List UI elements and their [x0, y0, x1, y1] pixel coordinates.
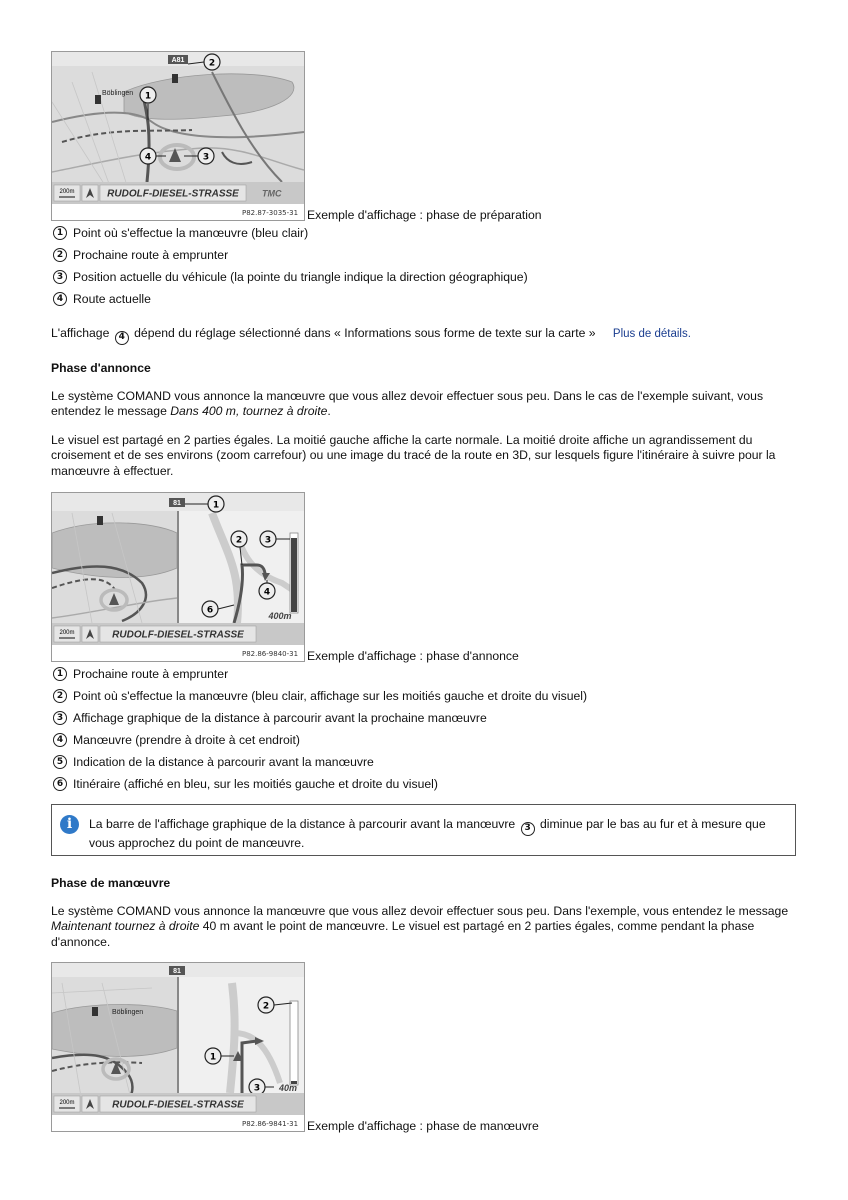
- more-details-link[interactable]: Plus de détails.: [612, 328, 691, 340]
- map-annonce: [52, 493, 304, 661]
- map-figure-manoeuvre: [51, 962, 305, 1132]
- section-heading-annonce: Phase d'annonce: [51, 361, 151, 375]
- callout-number: 6: [53, 777, 67, 791]
- list-item-text: Prochaine route à emprunter: [73, 667, 229, 681]
- info-icon: i: [60, 815, 79, 834]
- list-item: [53, 775, 438, 793]
- text: L'affichage: [51, 326, 110, 340]
- list-item-text: Itinéraire (affiché en bleu, sur les moitiés gauche et droite du visuel): [73, 777, 438, 791]
- list-item: [53, 753, 374, 771]
- info-note: [51, 804, 796, 856]
- list-item: [53, 224, 308, 242]
- tmc-logo: TMC: [262, 188, 282, 199]
- map-manoeuvre: [52, 963, 304, 1131]
- callout-number: 1: [53, 667, 67, 681]
- list-item: [53, 731, 300, 749]
- callout-number: 3: [53, 711, 67, 725]
- list-item-text: Indication de la distance à parcourir avant la manœuvre: [73, 755, 374, 769]
- svg-text:3: 3: [253, 1083, 261, 1094]
- list-item-text: Point où s'effectue la manœuvre (bleu clair, affichage sur les moitiés gauche et droite du visuel): [73, 689, 588, 703]
- figure-caption: Exemple d'affichage : phase de préparation: [307, 208, 542, 222]
- callout-number: 3: [521, 822, 535, 836]
- road-sign: 81: [173, 968, 181, 975]
- map-preparation: [52, 52, 304, 220]
- svg-text:1: 1: [209, 1052, 217, 1063]
- road-sign: A81: [171, 57, 185, 64]
- svg-text:3: 3: [264, 535, 272, 546]
- street-name: RUDOLF-DIESEL-STRASSE: [112, 1099, 244, 1111]
- callout-number: 5: [53, 755, 67, 769]
- list-item-text: Point où s'effectue la manœuvre (bleu clair): [73, 226, 309, 240]
- list-item: [53, 290, 151, 308]
- svg-text:4: 4: [263, 587, 271, 598]
- scale-label: 200m: [59, 1100, 75, 1106]
- city-label: Böblingen: [112, 1009, 144, 1016]
- road-sign: 81: [173, 500, 181, 507]
- list-item-text: Affichage graphique de la distance à parcourir avant la prochaine manœuvre: [73, 711, 487, 725]
- paragraph: Le visuel est partagé en 2 parties égales. La moitié gauche affiche la carte normale. La moitié droite affiche un agrandissement du croisement et de ses environs (zoom carrefour) ou une image du tracé de la route en 3D, sur lesquels figure l'itinéraire à suivre pour la manœuvre à effectuer.: [51, 433, 776, 478]
- figure-code: P82.87-3035-31: [242, 209, 299, 217]
- list-item: [53, 268, 528, 286]
- list-item: [53, 246, 228, 264]
- scale-label: 200m: [59, 189, 75, 195]
- callout-number: 3: [53, 270, 67, 284]
- svg-text:2: 2: [235, 535, 243, 546]
- svg-text:3: 3: [202, 152, 210, 163]
- distance-label: 400m: [268, 611, 292, 621]
- svg-text:6: 6: [206, 605, 214, 616]
- paragraph: Le système COMAND vous annonce la manœuvre que vous allez devoir effectuer sous peu. Dans l'exemple, vous entendez le message Maintenant tournez à droite 40 m avant le point de manœuvre. Le visuel est partagé en 2 parties égales, comme pendant la phase d'annonce.: [51, 904, 789, 949]
- figure-code: P82.86-9841-31: [242, 1120, 299, 1128]
- list-item: [53, 709, 487, 727]
- callout-number: 4: [53, 292, 67, 306]
- text: dépend du réglage sélectionné dans « Informations sous forme de texte sur la carte »: [134, 326, 596, 340]
- svg-text:4: 4: [144, 152, 152, 163]
- figure-code: P82.86-9840-31: [242, 650, 299, 658]
- svg-text:2: 2: [208, 58, 216, 69]
- figure-caption: Exemple d'affichage : phase de manœuvre: [307, 1119, 539, 1133]
- street-name: RUDOLF-DIESEL-STRASSE: [112, 629, 244, 641]
- callout-number: 2: [53, 248, 67, 262]
- paragraph: Le système COMAND vous annonce la manœuvre que vous allez devoir effectuer sous peu. Dans le cas de l'exemple suivant, vous entendez le message Dans 400 m, tournez à droite.: [51, 389, 764, 419]
- list-item-text: Manœuvre (prendre à droite à cet endroit): [73, 733, 300, 747]
- svg-text:1: 1: [212, 500, 220, 511]
- map-figure-preparation: [51, 51, 305, 221]
- list-item: [53, 665, 228, 683]
- note-text: La barre de l'affichage graphique de la distance à parcourir avant la manœuvre 3 diminue par le bas au fur et à mesure que vous approchez du point de manœuvre.: [89, 817, 766, 850]
- section-heading-manoeuvre: Phase de manœuvre: [51, 876, 171, 890]
- callout-number: 1: [53, 226, 67, 240]
- distance-label: 40m: [278, 1083, 298, 1093]
- map-figure-annonce: [51, 492, 305, 662]
- callout-number: 2: [53, 689, 67, 703]
- callout-number: 4: [115, 331, 129, 345]
- svg-text:2: 2: [262, 1001, 270, 1012]
- list-item: [53, 687, 587, 705]
- list-item-text: Position actuelle du véhicule (la pointe du triangle indique la direction géographique): [73, 270, 528, 284]
- street-name: RUDOLF-DIESEL-STRASSE: [107, 188, 239, 200]
- list-item-text: Prochaine route à emprunter: [73, 248, 229, 262]
- scale-label: 200m: [59, 630, 75, 636]
- city-label: Böblingen: [102, 90, 134, 97]
- figure-caption: Exemple d'affichage : phase d'annonce: [307, 649, 519, 663]
- callout-number: 4: [53, 733, 67, 747]
- affichage-line: [51, 326, 796, 345]
- svg-text:1: 1: [144, 91, 152, 102]
- list-item-text: Route actuelle: [73, 292, 151, 306]
